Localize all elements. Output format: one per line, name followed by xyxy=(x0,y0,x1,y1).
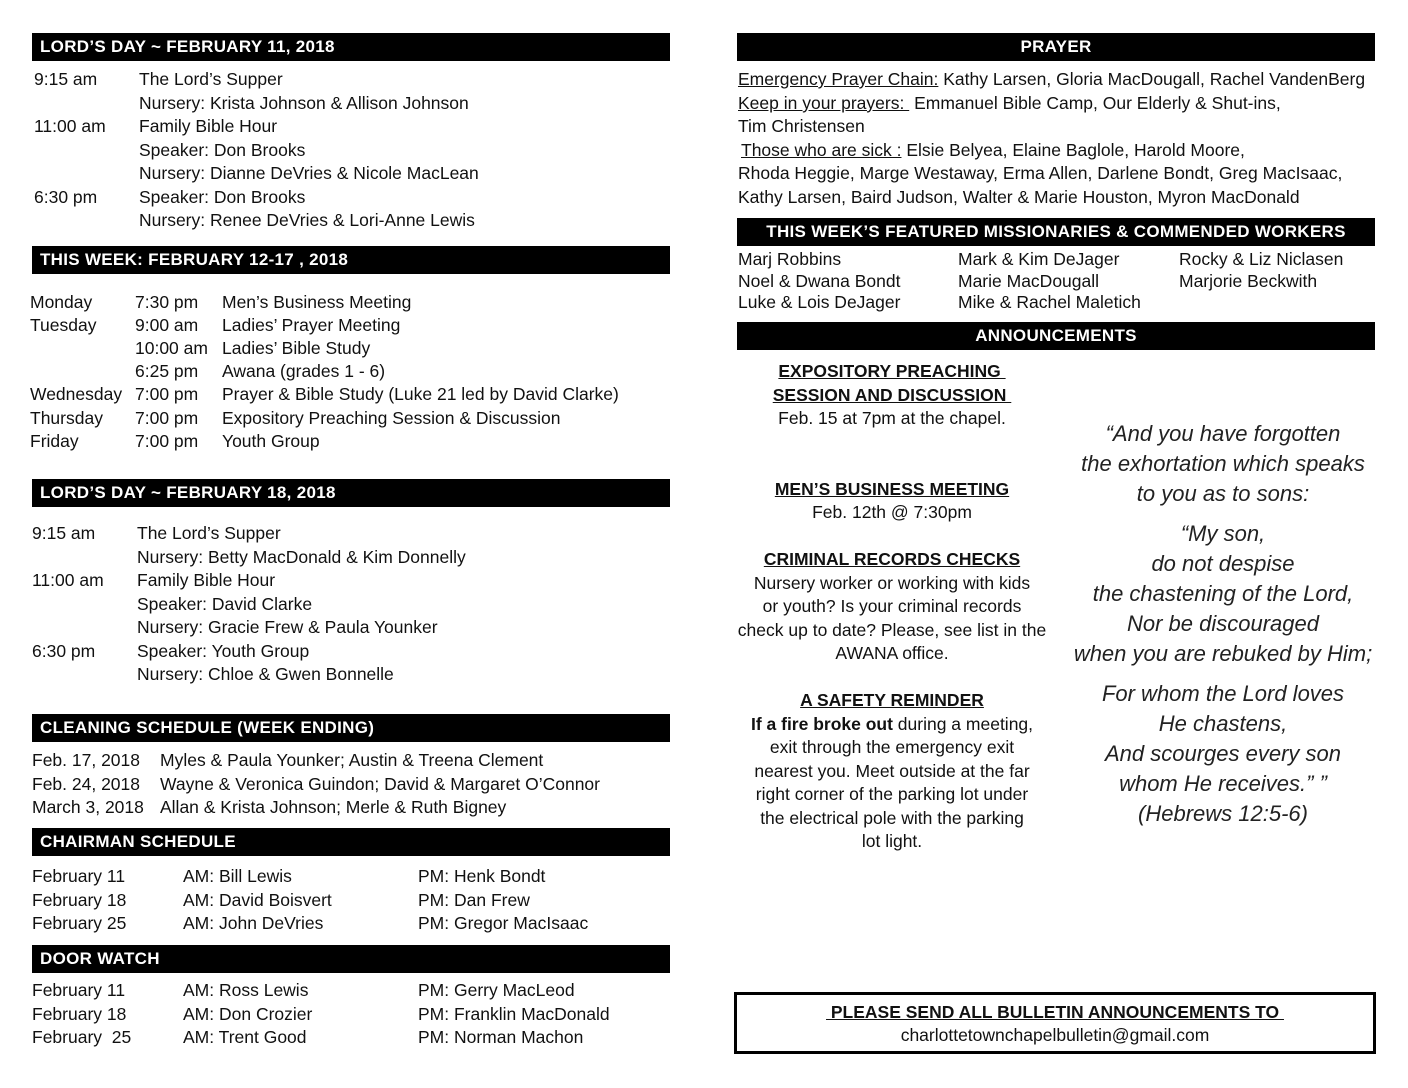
time: 7:00 pm xyxy=(135,384,199,404)
missionary: Luke & Lois DeJager xyxy=(738,292,901,312)
event: Nursery: Betty MacDonald & Kim Donnelly xyxy=(137,547,466,567)
expository-title-2: SESSION AND DISCUSSION xyxy=(772,384,1012,405)
time: 9:15 am xyxy=(34,69,98,89)
event: Ladies’ Bible Study xyxy=(222,338,371,358)
sick-label: Those who are sick : xyxy=(741,140,902,160)
event: Speaker: David Clarke xyxy=(137,594,313,614)
time: 6:30 pm xyxy=(34,187,98,207)
am-door: AM: Trent Good xyxy=(183,1027,307,1047)
date: February 11 xyxy=(32,866,126,886)
pm-chairman: PM: Henk Bondt xyxy=(418,866,546,886)
sick-names-2: Rhoda Heggie, Marge Westaway, Erma Allen, Darlene Bondt, Greg MacIsaac, xyxy=(738,163,1343,183)
cleaners: Myles & Paula Younker; Austin & Treena Clement xyxy=(160,750,544,770)
safety-line-1 xyxy=(737,713,1047,737)
event: Speaker: Don Brooks xyxy=(139,187,306,207)
event: The Lord’s Supper xyxy=(139,69,283,89)
pm-chairman: PM: Dan Frew xyxy=(418,890,530,910)
keep-in-prayers xyxy=(738,92,1281,116)
event: Nursery: Krista Johnson & Allison Johnson xyxy=(139,93,469,113)
section-header-cleaning: CLEANING SCHEDULE (WEEK ENDING) xyxy=(32,714,670,742)
date: February 25 xyxy=(32,913,127,933)
section-header-lords-day-2: LORD’S DAY ~ FEBRUARY 18, 2018 xyxy=(32,479,670,507)
verse-line: Nor be discouraged xyxy=(1126,611,1319,636)
missionary: Noel & Dwana Bondt xyxy=(738,271,901,291)
time: 6:30 pm xyxy=(32,641,96,661)
pm-door: PM: Gerry MacLeod xyxy=(418,980,575,1000)
safety-title: A SAFETY REMINDER xyxy=(800,690,984,710)
safety-line: lot light. xyxy=(861,831,923,851)
day: Tuesday xyxy=(30,315,97,335)
am-chairman: AM: Bill Lewis xyxy=(183,866,292,886)
event: Prayer & Bible Study (Luke 21 led by David Clarke) xyxy=(222,384,619,404)
day: Thursday xyxy=(30,408,103,428)
sick-names: Elsie Belyea, Elaine Baglole, Harold Moore, xyxy=(901,140,1245,160)
date: February 25 xyxy=(32,1027,132,1047)
pm-door: PM: Franklin MacDonald xyxy=(418,1004,610,1024)
expository-title-1: EXPOSITORY PREACHING xyxy=(778,361,1006,381)
time: 9:00 am xyxy=(135,315,199,335)
section-header-lords-day-1: LORD’S DAY ~ FEBRUARY 11, 2018 xyxy=(32,33,670,61)
missionary: Mike & Rachel Maletich xyxy=(958,292,1141,312)
prayer-chain xyxy=(738,68,1365,92)
event: Youth Group xyxy=(222,431,320,451)
event: Family Bible Hour xyxy=(139,116,278,136)
day: Monday xyxy=(30,292,93,312)
date: February 18 xyxy=(32,1004,127,1024)
event: Nursery: Gracie Frew & Paula Younker xyxy=(137,617,438,637)
cleaners: Allan & Krista Johnson; Merle & Ruth Bigney xyxy=(160,797,507,817)
keep-in-prayers-label: Keep in your prayers: xyxy=(738,93,910,113)
verse-line: when you are rebuked by Him; xyxy=(1073,641,1373,666)
date: February 11 xyxy=(32,980,126,1000)
time: 7:30 pm xyxy=(135,292,199,312)
safety-line-1-rest: during a meeting, xyxy=(892,713,1034,734)
event: Speaker: Don Brooks xyxy=(139,140,306,160)
time: 7:00 pm xyxy=(135,431,199,451)
mens-meeting-body: Feb. 12th @ 7:30pm xyxy=(812,502,972,522)
verse-line: And scourges every son xyxy=(1104,741,1342,766)
time: 10:00 am xyxy=(135,338,208,358)
section-header-prayer: PRAYER xyxy=(737,33,1375,61)
day: Friday xyxy=(30,431,79,451)
criminal-records-line: check up to date? Please, see list in the xyxy=(737,619,1047,640)
verse-reference: (Hebrews 12:5-6) xyxy=(1138,801,1308,826)
announcements-column xyxy=(737,360,1047,854)
day: Wednesday xyxy=(30,384,123,404)
submission-title: PLEASE SEND ALL BULLETIN ANNOUNCEMENTS TO xyxy=(826,1002,1284,1022)
safety-bold: If a fire broke out xyxy=(750,713,893,734)
pm-chairman: PM: Gregor MacIsaac xyxy=(418,913,589,933)
safety-line: exit through the emergency exit xyxy=(769,737,1015,757)
verse-line: “My son, xyxy=(1180,521,1266,546)
verse-line: the exhortation which speaks xyxy=(1081,451,1365,476)
event: Awana (grades 1 - 6) xyxy=(222,361,386,381)
safety-line: right corner of the parking lot under xyxy=(755,784,1029,804)
section-header-missionaries: THIS WEEK’S FEATURED MISSIONARIES & COMMENDED WORKERS xyxy=(737,218,1375,246)
section-header-chairman: CHAIRMAN SCHEDULE xyxy=(32,828,670,856)
missionary: Marjorie Beckwith xyxy=(1179,271,1318,291)
prayer-chain-label: Emergency Prayer Chain: xyxy=(738,69,939,89)
date: Feb. 24, 2018 xyxy=(32,774,140,794)
cleaners: Wayne & Veronica Guindon; David & Margaret O’Connor xyxy=(160,774,600,794)
missionary: Marj Robbins xyxy=(738,249,842,269)
sick-names-3: Kathy Larsen, Baird Judson, Walter & Marie Houston, Myron MacDonald xyxy=(738,187,1300,207)
time: 7:00 pm xyxy=(135,408,199,428)
keep-in-prayers-names-2: Tim Christensen xyxy=(738,116,865,136)
time: 6:25 pm xyxy=(135,361,199,381)
section-header-this-week: THIS WEEK: FEBRUARY 12-17 , 2018 xyxy=(32,246,670,274)
missionary: Rocky & Liz Niclasen xyxy=(1179,249,1344,269)
time: 11:00 am xyxy=(32,570,104,590)
event: Men’s Business Meeting xyxy=(222,292,412,312)
sick-list xyxy=(741,139,1245,163)
event: Nursery: Dianne DeVries & Nicole MacLean xyxy=(139,163,479,183)
event: Nursery: Chloe & Gwen Bonnelle xyxy=(137,664,394,684)
criminal-records-title: CRIMINAL RECORDS CHECKS xyxy=(763,549,1021,569)
criminal-records-line: AWANA office. xyxy=(835,643,949,663)
criminal-records-line: Nursery worker or working with kids xyxy=(753,572,1031,593)
verse-line: “And you have forgotten xyxy=(1105,421,1341,446)
event: Nursery: Renee DeVries & Lori-Anne Lewis xyxy=(139,210,475,230)
verse-line: whom He receives.” ” xyxy=(1119,771,1327,796)
expository-body: Feb. 15 at 7pm at the chapel. xyxy=(778,408,1006,428)
mens-meeting-title: MEN’S BUSINESS MEETING xyxy=(774,478,1010,499)
section-header-door-watch: DOOR WATCH xyxy=(32,945,670,973)
verse-line: to you as to sons: xyxy=(1136,481,1310,506)
event: Ladies’ Prayer Meeting xyxy=(222,315,401,335)
date: February 18 xyxy=(32,890,127,910)
criminal-records-line: or youth? Is your criminal records xyxy=(762,596,1022,616)
am-door: AM: Don Crozier xyxy=(183,1004,313,1024)
pm-door: PM: Norman Machon xyxy=(418,1027,584,1047)
event: Expository Preaching Session & Discussion xyxy=(222,408,561,428)
scripture-verse xyxy=(1060,419,1386,829)
verse-line: For whom the Lord loves xyxy=(1101,681,1345,706)
safety-line: the electrical pole with the parking xyxy=(760,807,1024,828)
missionary: Mark & Kim DeJager xyxy=(958,249,1120,269)
am-chairman: AM: David Boisvert xyxy=(183,890,332,910)
event: Family Bible Hour xyxy=(137,570,276,590)
event: Speaker: Youth Group xyxy=(137,641,310,661)
bulletin-submission-box xyxy=(734,992,1376,1054)
time: 9:15 am xyxy=(32,523,96,543)
verse-line: He chastens, xyxy=(1158,711,1288,736)
date: March 3, 2018 xyxy=(32,797,144,817)
am-door: AM: Ross Lewis xyxy=(183,980,309,1000)
date: Feb. 17, 2018 xyxy=(32,750,140,770)
keep-in-prayers-names: Emmanuel Bible Camp, Our Elderly & Shut-ins, xyxy=(909,93,1281,113)
time: 11:00 am xyxy=(34,116,106,136)
prayer-chain-names: Kathy Larsen, Gloria MacDougall, Rachel VandenBerg xyxy=(938,69,1366,89)
submission-email[interactable]: charlottetownchapelbulletin@gmail.com xyxy=(900,1025,1210,1045)
missionary: Marie MacDougall xyxy=(958,271,1100,291)
safety-line: nearest you. Meet outside at the far xyxy=(754,760,1030,781)
verse-line: the chastening of the Lord, xyxy=(1092,581,1354,606)
am-chairman: AM: John DeVries xyxy=(183,913,324,933)
section-header-announcements: ANNOUNCEMENTS xyxy=(737,322,1375,350)
verse-line: do not despise xyxy=(1151,551,1295,576)
event: The Lord’s Supper xyxy=(137,523,281,543)
